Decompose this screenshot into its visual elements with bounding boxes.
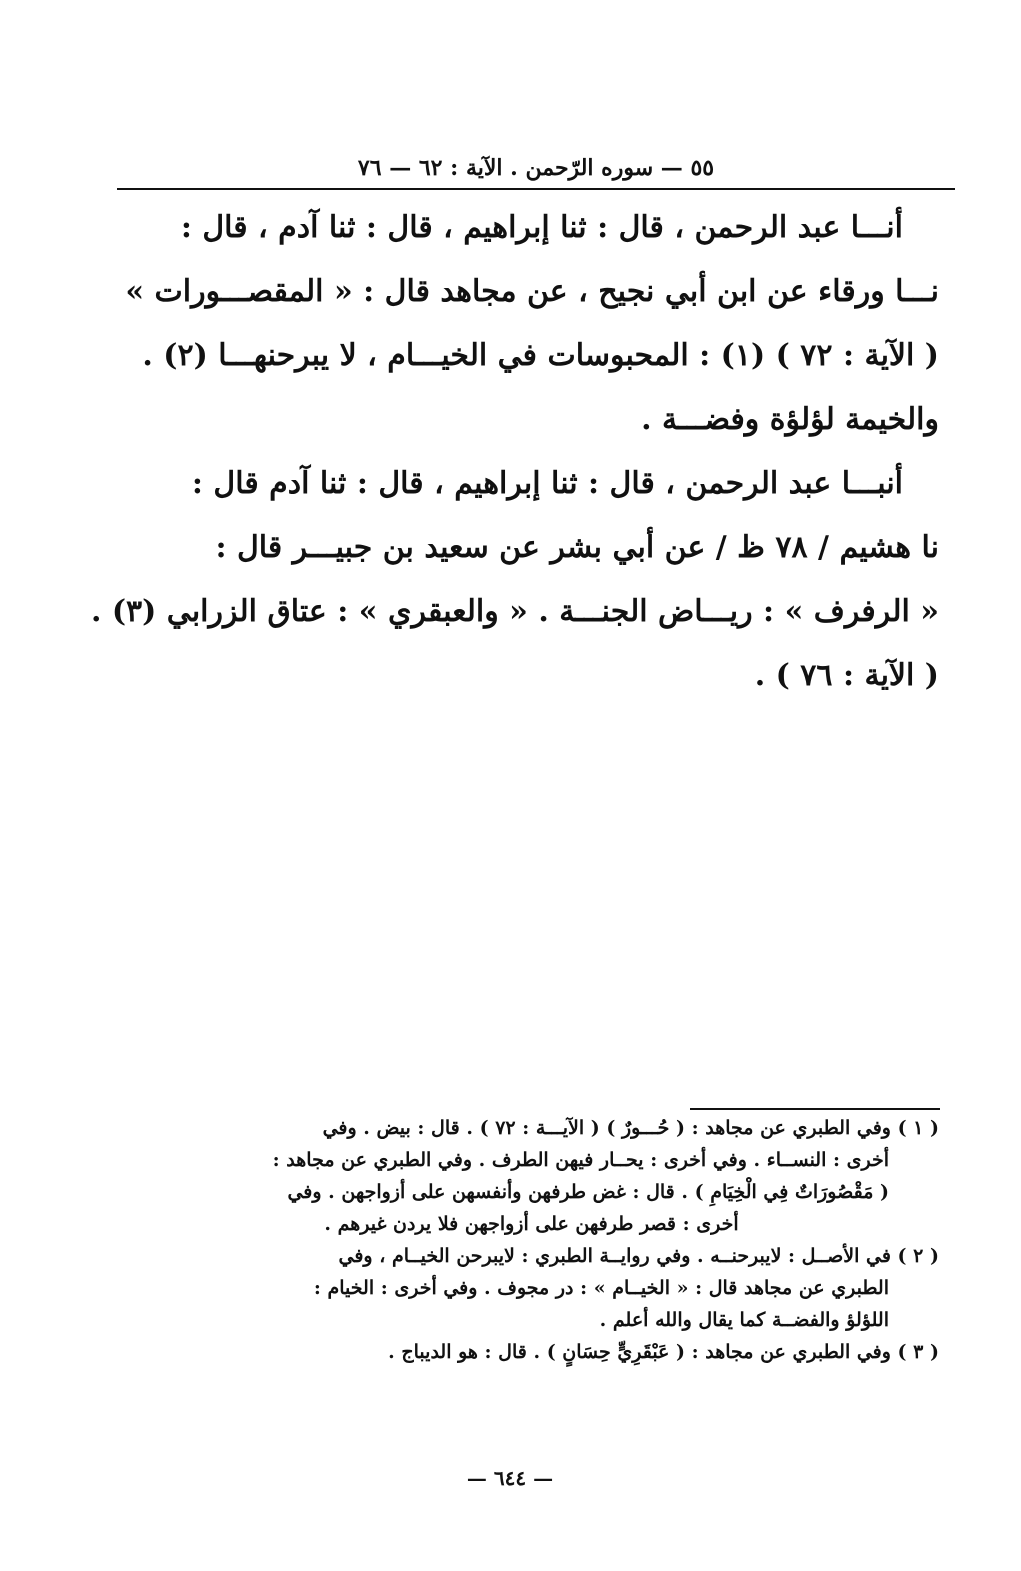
body-line: نا هشيم / ٧٨ ظ / عن أبي بشر عن سعيد بن جبيـــر قال :	[215, 530, 939, 565]
body-line: ( الآية : ٧٢ ) (١) : المحبوسات في الخيـــام ، لا يبرحنهـــا (٢) .	[142, 338, 939, 373]
footnote-line: ( مَقْصُورَاتٌ فِي الْخِيَامِ ) . قال : غض طرفهن وأنفسهن على أزواجهن . وفي	[287, 1181, 889, 1203]
body-line: نـــا ورقاء عن ابن أبي نجيح ، عن مجاهد قال : « المقصـــورات »	[125, 274, 939, 309]
body-line: ( الآية : ٧٦ ) .	[754, 658, 939, 693]
footnote-line: أخرى : قصر طرفهن على أزواجهن فلا يردن غيرهم .	[324, 1213, 739, 1235]
header-rule	[117, 188, 955, 190]
footnote-line: اللؤلؤ والفضــة كما يقال والله أعلم .	[599, 1309, 889, 1331]
body-line: « الرفرف » : ريـــاض الجنـــة . « والعبقري » : عتاق الزرابي (٣) .	[90, 594, 939, 629]
footnotes	[124, 1112, 939, 1368]
running-header: ٥٥ — سوره الرّحمن . الآية : ٦٢ — ٧٦	[357, 155, 715, 181]
body-line: والخيمة لؤلؤة وفضـــة .	[641, 402, 939, 437]
main-text	[90, 196, 939, 708]
footnote-rule	[690, 1108, 940, 1110]
footnote-line: ( ١ ) وفي الطبري عن مجاهد : ( حُـــورٌ ) ( الآيـــة : ٧٢ ) . قال : بيض . وفي	[322, 1117, 939, 1139]
page-number: — ٦٤٤ —	[466, 1466, 554, 1490]
footnote-line: أخرى : النســاء . وفي أخرى : يحــار فيهن الطرف . وفي الطبري عن مجاهد :	[272, 1149, 889, 1171]
footnote-line: ( ٢ ) في الأصــل : لايبرحنــه . وفي روايــة الطبري : لايبرحن الخيــام ، وفي	[338, 1245, 939, 1267]
body-line: أنبـــا عبد الرحمن ، قال : ثنا إبراهيم ، قال : ثنا آدم قال :	[191, 466, 903, 501]
footnote-line: الطبري عن مجاهد قال : « الخيــام » : در مجوف . وفي أخرى : الخيام :	[313, 1277, 889, 1299]
footnote-line: ( ٣ ) وفي الطبري عن مجاهد : ( عَبْقَرِيٍّ حِسَانٍ ) . قال : هو الديباج .	[388, 1341, 939, 1363]
body-line: أنـــا عبد الرحمن ، قال : ثنا إبراهيم ، قال : ثنا آدم ، قال :	[180, 210, 903, 245]
